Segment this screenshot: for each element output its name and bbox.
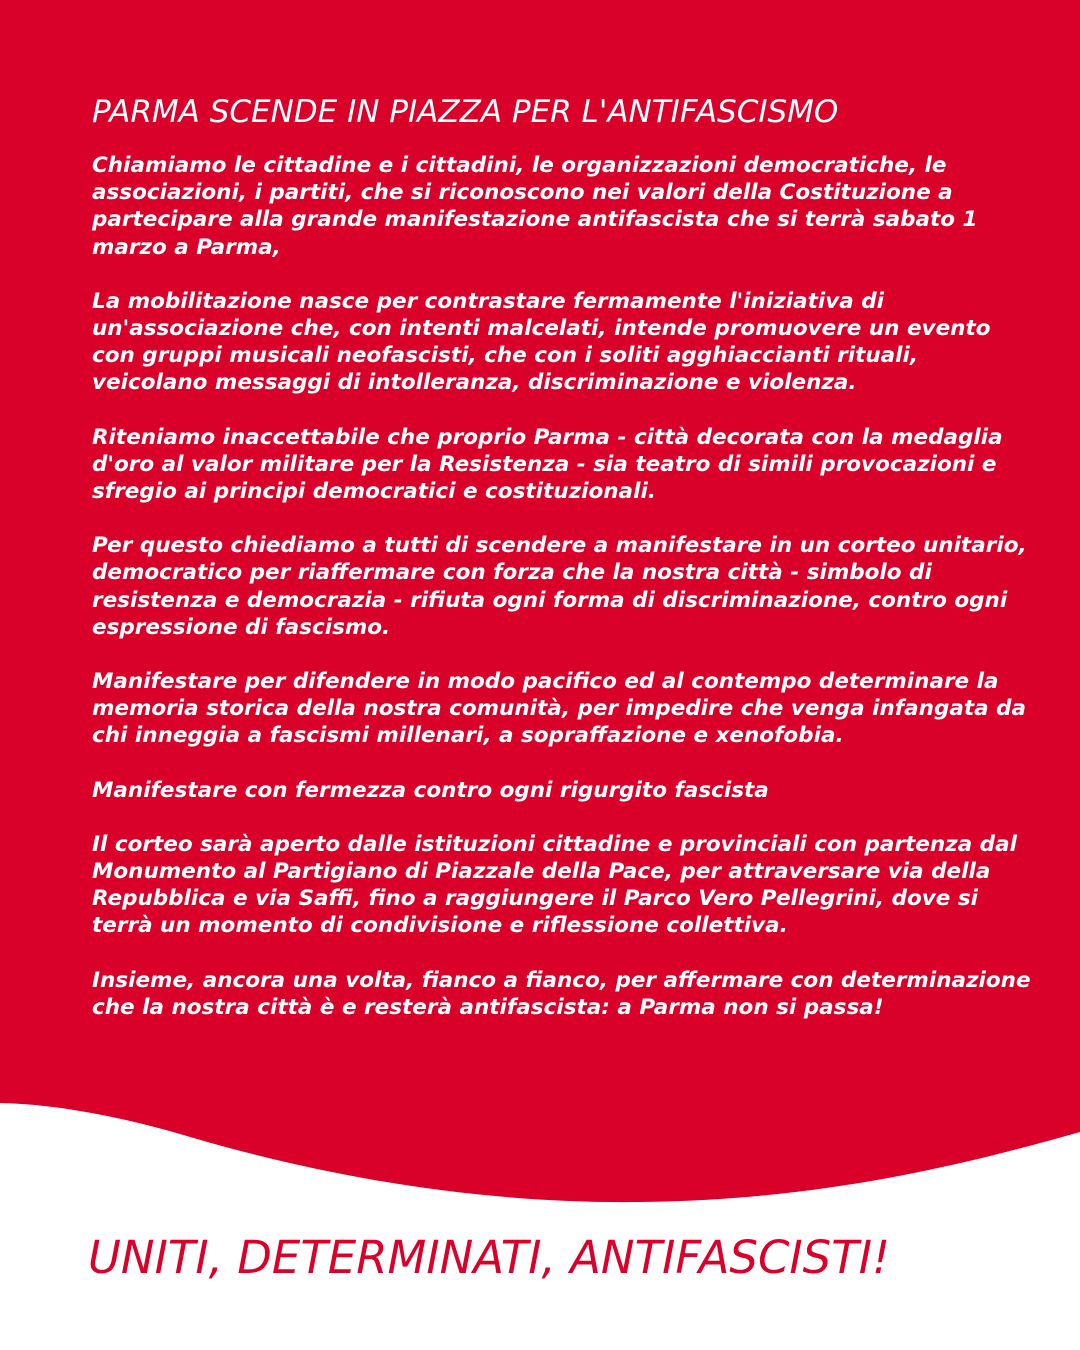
paragraph: Manifestare con fermezza contro ogni rigurgito fascista [92,777,769,803]
paragraph: Per questo chiediamo a tutti di scendere a manifestare in un corteo unitario, democratico per riaffermare con forza che la nostra città - simbolo di resistenza e democrazia - rifiuta ogni forma di discriminazione, contro ogni espressione di fascismo. [92,533,1027,640]
paragraph: Chiamiamo le cittadine e i cittadini, le organizzazioni democratiche, le associazioni, i partiti, che si riconoscono nei valori della Costituzione a partecipare alla grande manifestazione antifascista che si terrà sabato 1 marzo a Parma, [92,153,978,260]
paragraph: Insieme, ancora una volta, fianco a fianco, per affermare con determinazione che la nostra città è e resterà antifascista: a Parma non si passa! [92,967,1031,1020]
paragraph: La mobilitazione nasce per contrastare fermamente l'iniziativa di un'associazione che, con intenti malcelati, intende promuovere un evento con gruppi musicali neofascisti, che con i soliti agghiaccianti rituali, veicolano messaggi di intolleranza, discriminazione e violenza. [92,288,991,396]
paragraph: Il corteo sarà aperto dalle istituzioni cittadine e provinciali con partenza dal Monumento al Partigiano di Piazzale della Pace, per attraversare via della Repubblica e via Saffi, fino a raggiungere il Parco Vero Pellegrini, dove si terrà un momento di condivisione e riflessione collettiva. [92,831,1017,939]
slogan: UNITI, DETERMINATI, ANTIFASCISTI! [88,1231,891,1284]
paragraph: Riteniamo inaccettabile che proprio Parma - città decorata con la medaglia d'oro al valor militare per la Resistenza - sia teatro di simili provocazioni e sfregio ai principi democratici e costituzionali. [92,424,1003,505]
main-text-block [92,92,1037,1048]
page-title: PARMA SCENDE IN PIAZZA PER L'ANTIFASCISMO [92,94,839,130]
paragraph: Manifestare per difendere in modo pacifico ed al contempo determinare la memoria storica della nostra comunità, per impedire che venga infangata da chi inneggia a fascismi millenari, a sopraffazione e xenofobia. [92,669,1027,749]
